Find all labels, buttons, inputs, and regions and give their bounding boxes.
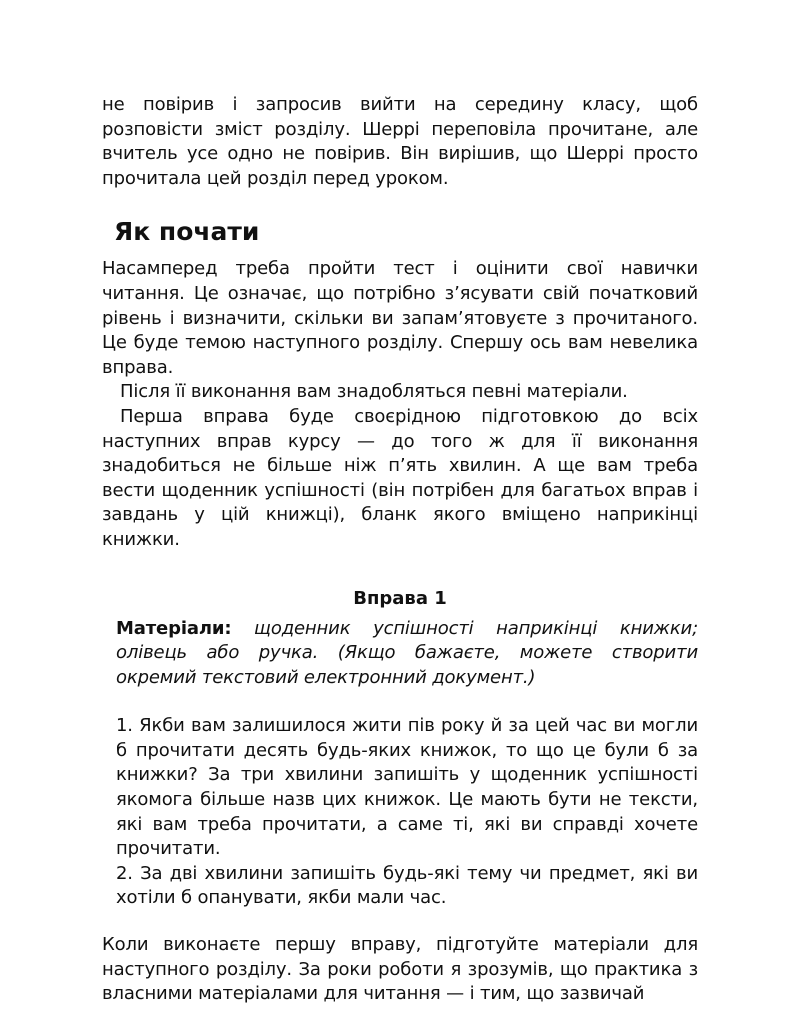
closing-paragraph: Коли виконаєте першу вправу, підготуйте матеріали для наступного розділу. За роки роботи я зрозумів, що практика з власними матеріалами для читання — і тим, що зазвичай: [102, 934, 698, 1005]
section-paragraph-3: Перша вправа буде своєрідною підготовкою до всіх наступних вправ курсу — до того ж для її виконання знадобиться не більше ніж п’ять хвилин. А ще вам треба вести щоденник успішності (він потрібен для багатьох вправ і завдань у цій книжці), бланк якого вміщено наприкінці книжки.: [102, 405, 698, 550]
section-heading: Як почати: [114, 217, 260, 247]
exercise-step-2: 2. За дві хвилини запишіть будь-які тему чи предмет, які ви хотіли б опанувати, якби мали час.: [116, 862, 698, 909]
section-paragraph-1: Насамперед треба пройти тест і оцінити свої навички читання. Це означає, що потрібно з’ясувати свій початковий рівень і визначити, скільки ви запам’ятовуєте з прочитаного. Це буде темою наступного розділу. Спершу ось вам невелика вправа.: [102, 258, 698, 378]
spacer: [116, 690, 698, 714]
materials-text: щоденник успішності наприкінці книжки; олівець або ручка. (Якщо бажаєте, можете створити окремий текстовий електронний документ.): [116, 617, 698, 688]
intro-paragraph: не повірив і запросив вийти на середину класу, щоб розповісти зміст розділу. Шеррі переповіла прочитане, але вчитель усе одно не повірив. Він вирішив, що Шеррі просто прочитала цей розділ перед уроком.: [102, 94, 698, 189]
exercise-step-1: 1. Якби вам залишилося жити пів року й за цей час ви могли б прочитати десять будь-яких книжок, то що це були б за книжки? За три хвилини запишіть у щоденник успішності якомога більше назв цих книжок. Це мають бути не тексти, які вам треба прочитати, а саме ті, які ви справді хочете прочитати.: [116, 715, 698, 860]
exercise-block: [116, 617, 698, 912]
exercise-materials: [116, 617, 698, 691]
materials-label: Матеріали:: [116, 617, 232, 639]
exercise-title: Вправа 1: [353, 587, 447, 609]
section-paragraph-2: Після її виконання вам знадобляться певні матеріали.: [120, 381, 628, 403]
book-page: [102, 93, 698, 1007]
